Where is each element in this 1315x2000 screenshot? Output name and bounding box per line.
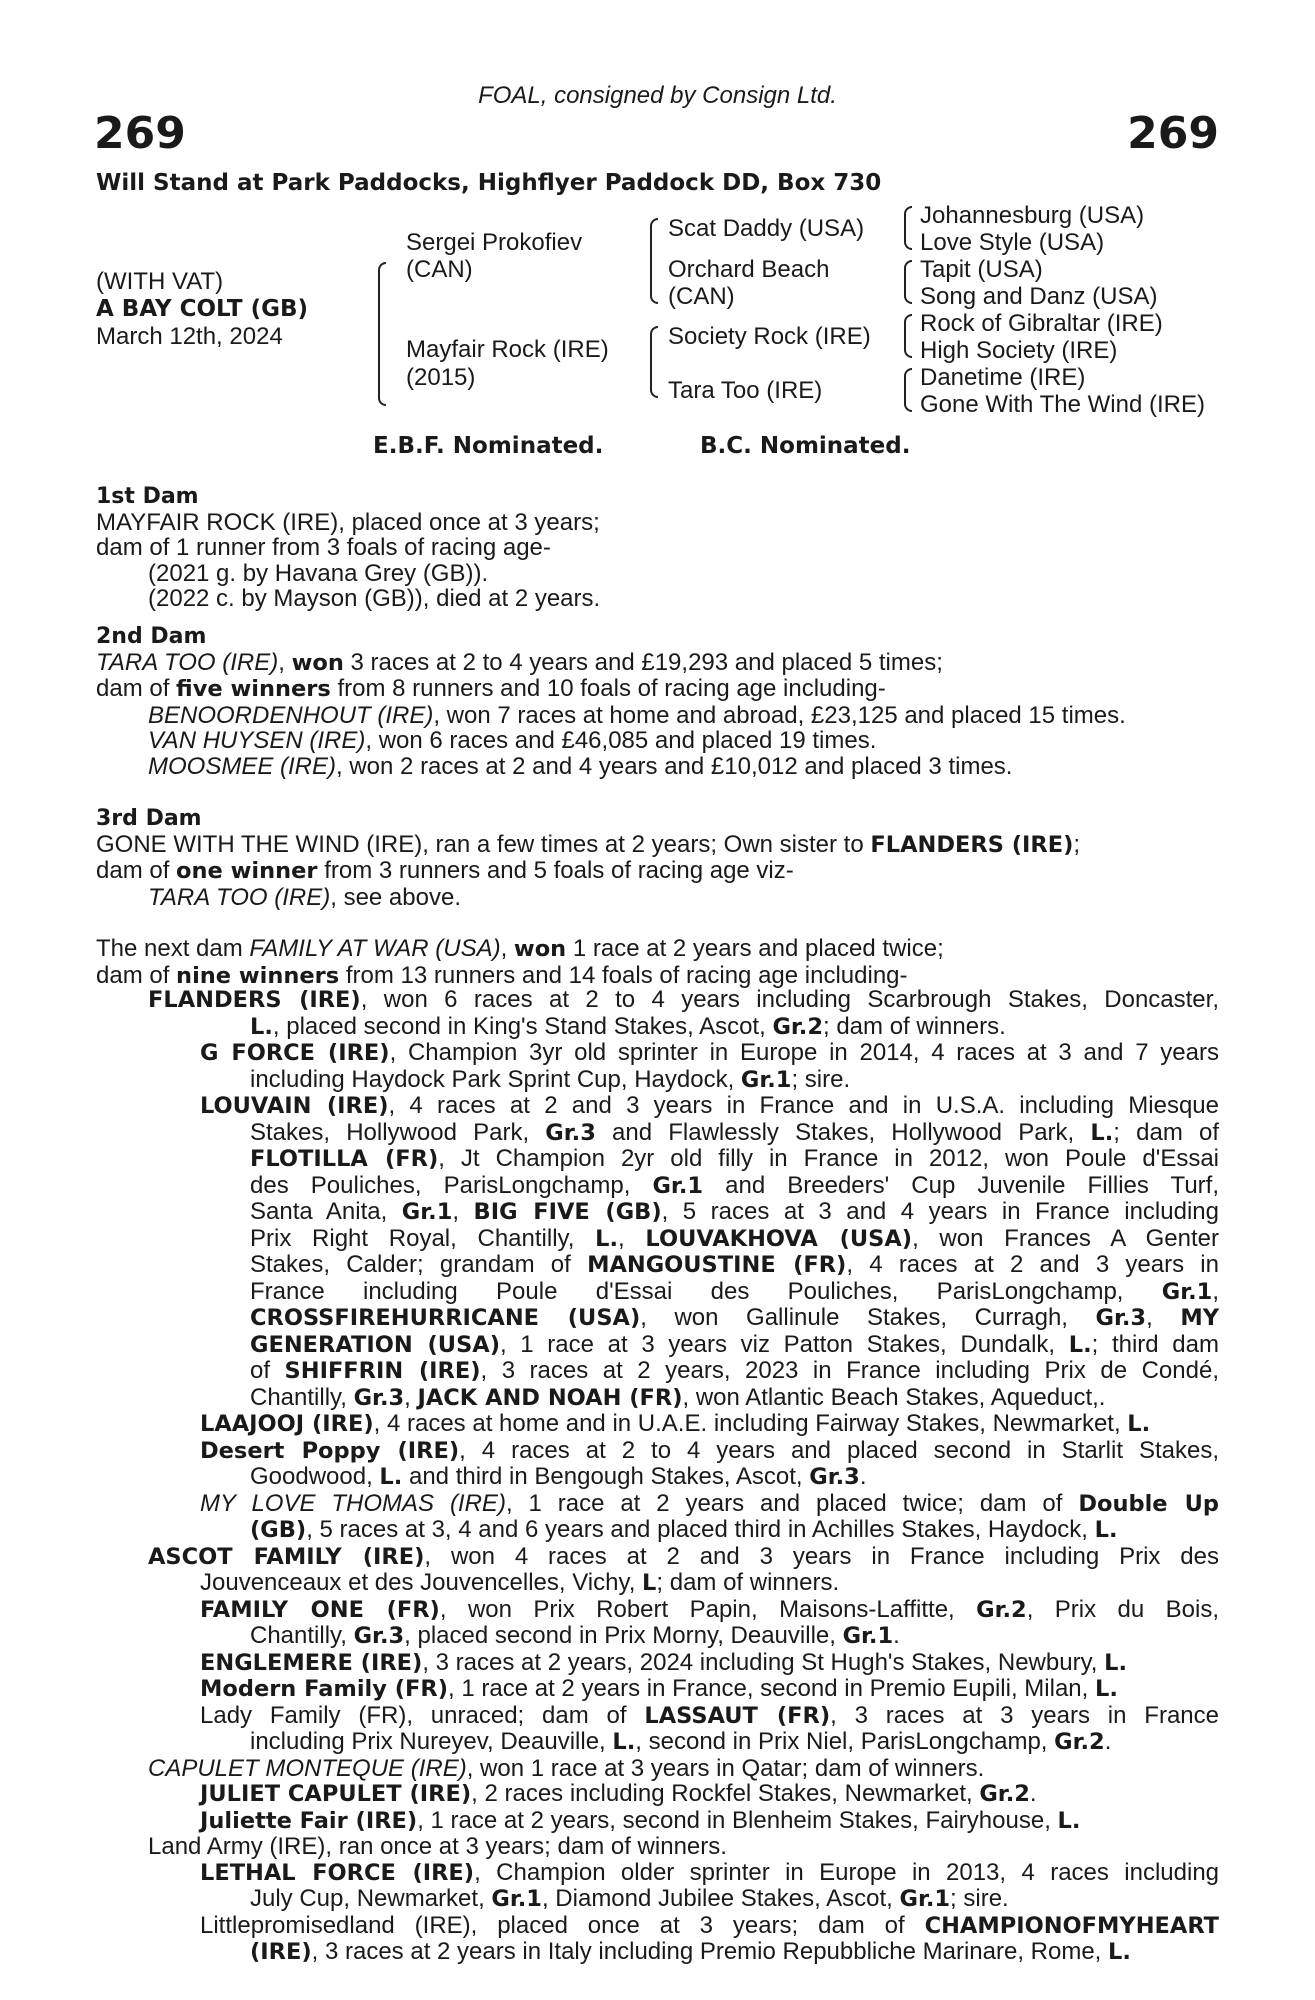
dam-parents-brace — [650, 326, 658, 398]
family-line: LETHAL FORCE (IRE), Champion older sprinter in Europe in 2013, 4 races including — [200, 1858, 1220, 1886]
family-line: ASCOT FAMILY (IRE), won 4 races at 2 and 3 years in France including Prix des — [148, 1542, 1219, 1570]
produce-name: TARA TOO (IRE) — [148, 883, 331, 911]
stand-location: Will Stand at Park Paddocks, Highflyer Paddock DD, Box 730 — [96, 170, 882, 196]
dam-line: MAYFAIR ROCK (IRE), placed once at 3 years; — [96, 508, 600, 536]
record-text: GONE WITH THE WIND (IRE), ran a few times at 2 years; Own sister to — [96, 830, 864, 858]
family-line: Desert Poppy (IRE), 4 races at 2 to 4 years and placed second in Starlit Stakes, — [200, 1436, 1219, 1464]
dam-sire: Society Rock (IRE) — [668, 323, 871, 350]
sire-country: (CAN) — [406, 256, 473, 283]
family-produce-list — [96, 987, 1219, 1966]
ggp-4: Song and Danz (USA) — [920, 283, 1158, 310]
winner-count: five winners — [176, 676, 331, 702]
dam-year: (2015) — [406, 364, 476, 391]
first-dam-section — [96, 484, 1219, 612]
emphasis: LOUVAKHOVA (USA) — [645, 1225, 913, 1252]
produce-name: VAN HUYSEN (IRE) — [148, 727, 366, 754]
emphasis: L. — [1127, 1411, 1151, 1437]
emphasis: G FORCE (IRE) — [200, 1040, 390, 1066]
ebf-nomination: E.B.F. Nominated. — [373, 433, 604, 459]
emphasis: L. — [379, 1464, 403, 1490]
record-text: , see above. — [330, 883, 461, 911]
produce-line: (2021 g. by Havana Grey (GB)). — [148, 559, 489, 587]
emphasis: L. — [1104, 1649, 1128, 1676]
emphasis: Gr.3 — [353, 1384, 405, 1411]
family-line: Juliette Fair (IRE), 1 race at 2 years, second in Blenheim Stakes, Fairyhouse, L. — [200, 1806, 1081, 1834]
emphasis: JULIET CAPULET (IRE) — [200, 1781, 472, 1807]
family-line: Chantilly, Gr.3, placed second in Prix Morny, Deauville, Gr.1. — [250, 1622, 900, 1649]
emphasis: LETHAL FORCE (IRE) — [200, 1859, 475, 1886]
ggp-6: High Society (IRE) — [920, 337, 1118, 364]
bc-nomination: B.C. Nominated. — [700, 433, 911, 459]
dam-name: FAMILY AT WAR (USA) — [249, 935, 501, 962]
dam-dam: Tara Too (IRE) — [668, 377, 823, 404]
emphasis: Modern Family (FR) — [200, 1676, 449, 1702]
family-line: LAAJOOJ (IRE), 4 races at home and in U.A.E. including Fairway Stakes, Newmarket, L. — [200, 1410, 1151, 1437]
winner-count: nine winners — [176, 962, 340, 989]
record-text: 1 race at 2 years and placed twice; — [572, 935, 944, 962]
record-text: , won 7 races at home and abroad, £23,125 and placed 15 times. — [433, 701, 1126, 729]
emphasis: L. — [1068, 1331, 1092, 1358]
emphasis: Gr.1 — [842, 1623, 894, 1649]
won-label: won — [291, 649, 344, 676]
emphasis: CHAMPIONOFMYHEART — [924, 1912, 1219, 1939]
emphasis: (GB) — [250, 1517, 307, 1543]
record-text: dam of — [96, 857, 170, 884]
dam-line — [96, 676, 1219, 703]
relative-name: FLANDERS (IRE) — [870, 831, 1074, 858]
sire-dam-line1: Orchard Beach — [668, 256, 830, 283]
record-text: from 13 runners and 14 foals of racing age including- — [345, 961, 908, 989]
produce-name: BENOORDENHOUT (IRE) — [148, 701, 434, 729]
family-line: MY LOVE THOMAS (IRE), 1 race at 2 years and placed twice; dam of Double Up — [200, 1489, 1219, 1517]
record-text: , won 6 races and £46,085 and placed 19 times. — [365, 727, 877, 754]
record-text: from 8 runners and 10 foals of racing age including- — [337, 675, 886, 702]
italic-name: MY LOVE THOMAS (IRE) — [200, 1489, 506, 1517]
vat-note: (WITH VAT) — [96, 268, 224, 295]
emphasis: SHIFFRIN (IRE) — [284, 1358, 481, 1384]
emphasis: FLANDERS (IRE) — [148, 987, 361, 1013]
lot-number-right: 269 — [1127, 108, 1219, 159]
consignment-line: FOAL, consigned by Consign Ltd. — [478, 82, 837, 109]
emphasis: Gr.1 — [401, 1199, 453, 1225]
emphasis: Gr.3 — [1095, 1305, 1147, 1331]
emphasis: Gr.2 — [772, 1013, 823, 1040]
dam-line: TARA TOO (IRE), won 3 races at 2 to 4 years and £19,293 and placed 5 times; — [96, 648, 943, 676]
family-line: CAPULET MONTEQUE (IRE), won 1 race at 3 years in Qatar; dam of winners. — [148, 1754, 985, 1782]
ggp-brace-2 — [904, 260, 912, 304]
third-dam-section — [96, 806, 1219, 910]
lot-number-left: 269 — [94, 108, 186, 159]
sire-parents-brace — [650, 218, 658, 304]
family-line: des Pouliches, ParisLongchamp, Gr.1 and Breeders' Cup Juvenile Fillies Turf, — [250, 1171, 1219, 1199]
emphasis: JACK AND NOAH (FR) — [417, 1384, 683, 1411]
produce-line — [96, 754, 1219, 780]
emphasis: LOUVAIN (IRE) — [200, 1093, 389, 1119]
emphasis: Gr.1 — [740, 1066, 792, 1093]
family-line: including Haydock Park Sprint Cup, Haydock, Gr.1; sire. — [250, 1065, 851, 1093]
section-heading: 1st Dam — [96, 484, 199, 509]
record-text: , won 2 races at 2 and 4 years and £10,012 and placed 3 times. — [336, 752, 1013, 780]
section-heading: 2nd Dam — [96, 624, 207, 649]
emphasis: GENERATION (USA) — [250, 1331, 500, 1358]
emphasis: L. — [1108, 1939, 1131, 1965]
emphasis: Gr.3 — [809, 1464, 860, 1490]
family-line: L., placed second in King's Stand Stakes, Ascot, Gr.2; dam of winners. — [250, 1012, 1006, 1040]
emphasis: ASCOT FAMILY (IRE) — [148, 1543, 425, 1570]
ggp-2: Love Style (USA) — [920, 229, 1105, 256]
family-line: Stakes, Hollywood Park, Gr.3 and Flawlessly Stakes, Hollywood Park, L.; dam of — [250, 1118, 1219, 1146]
winner-count: one winner — [176, 858, 318, 884]
family-line: ENGLEMERE (IRE), 3 races at 2 years, 2024 including St Hugh's Stakes, Newbury, L. — [200, 1648, 1128, 1676]
emphasis: Gr.3 — [353, 1623, 405, 1649]
won-label: won — [513, 936, 567, 962]
ggp-brace-4 — [904, 368, 912, 412]
sire-sire: Scat Daddy (USA) — [668, 215, 865, 242]
ggp-3: Tapit (USA) — [920, 256, 1043, 283]
record-text: dam of — [96, 675, 170, 702]
family-line: including Prix Nureyev, Deauville, L., second in Prix Niel, ParisLongchamp, Gr.2. — [250, 1728, 1112, 1755]
emphasis: L — [642, 1570, 657, 1596]
emphasis: L. — [1090, 1119, 1114, 1146]
dam-line — [96, 832, 1219, 859]
emphasis: Desert Poppy (IRE) — [200, 1437, 460, 1464]
emphasis: L. — [1057, 1807, 1081, 1834]
emphasis: MANGOUSTINE (FR) — [587, 1252, 847, 1278]
family-line: Modern Family (FR), 1 race at 2 years in France, second in Premio Eupili, Milan, L. — [200, 1675, 1118, 1702]
italic-name: CAPULET MONTEQUE (IRE) — [148, 1754, 467, 1782]
emphasis: Double Up — [1078, 1490, 1219, 1517]
dam-name: TARA TOO (IRE) — [96, 648, 279, 676]
emphasis: L. — [1095, 1676, 1118, 1702]
record-text: 3 races at 2 to 4 years and £19,293 and placed 5 times; — [350, 648, 943, 676]
family-line: GENERATION (USA), 1 race at 3 years viz Patton Stakes, Dundalk, L.; third dam — [250, 1330, 1219, 1358]
family-line: LOUVAIN (IRE), 4 races at 2 and 3 years in France and in U.S.A. including Miesque — [200, 1092, 1219, 1119]
family-line: (IRE), 3 races at 2 years in Italy including Premio Repubbliche Marinare, Rome, L. — [250, 1938, 1131, 1965]
emphasis: CROSSFIREHURRICANE (USA) — [250, 1305, 641, 1331]
emphasis: Gr.1 — [899, 1886, 951, 1912]
emphasis: Gr.3 — [545, 1119, 596, 1146]
produce-line: (2022 c. by Mayson (GB)), died at 2 years. — [148, 585, 601, 612]
emphasis: Gr.1 — [652, 1172, 704, 1199]
ggp-brace-1 — [904, 206, 912, 250]
family-line: Lady Family (FR), unraced; dam of LASSAUT (FR), 3 races at 3 years in France — [200, 1701, 1219, 1729]
emphasis: ENGLEMERE (IRE) — [200, 1649, 423, 1676]
emphasis: L. — [595, 1225, 619, 1252]
family-line: (GB), 5 races at 3, 4 and 6 years and placed third in Achilles Stakes, Haydock, L. — [250, 1516, 1118, 1543]
family-line: Santa Anita, Gr.1, BIG FIVE (GB), 5 races at 3 and 4 years in France including — [250, 1198, 1219, 1225]
ggp-7: Danetime (IRE) — [920, 364, 1086, 391]
produce-name: MOOSMEE (IRE) — [148, 752, 337, 780]
family-line: G FORCE (IRE), Champion 3yr old sprinter in Europe in 2014, 4 races at 3 and 7 years — [200, 1039, 1219, 1066]
record-text: dam of — [96, 961, 170, 989]
sire-dam-line2: (CAN) — [668, 283, 735, 310]
emphasis: L. — [1094, 1517, 1118, 1543]
family-line: CROSSFIREHURRICANE (USA), won Gallinule Stakes, Curragh, Gr.3, MY — [250, 1304, 1219, 1331]
next-dam-section — [96, 936, 1219, 989]
dam-line: dam of 1 runner from 3 foals of racing age- — [96, 534, 551, 561]
family-line: Goodwood, L. and third in Bengough Stakes, Ascot, Gr.3. — [250, 1463, 867, 1490]
family-line: JULIET CAPULET (IRE), 2 races including Rockfel Stakes, Newmarket, Gr.2. — [200, 1780, 1037, 1807]
emphasis: MY — [1180, 1305, 1219, 1331]
record-text: The next dam — [96, 935, 243, 962]
emphasis: L. — [612, 1729, 636, 1755]
family-line: Jouvenceaux et des Jouvencelles, Vichy, L; dam of winners. — [200, 1569, 840, 1596]
emphasis: FAMILY ONE (FR) — [200, 1596, 440, 1623]
dam-line: The next dam FAMILY AT WAR (USA), won 1 race at 2 years and placed twice; — [96, 935, 944, 962]
record-text: from 3 runners and 5 foals of racing age viz- — [324, 857, 794, 884]
record-text: ; — [1073, 830, 1081, 858]
family-line: Chantilly, Gr.3, JACK AND NOAH (FR), won Atlantic Beach Stakes, Aqueduct,. — [250, 1383, 1106, 1411]
produce-line — [96, 885, 1219, 911]
family-line: FAMILY ONE (FR), won Prix Robert Papin, Maisons-Laffitte, Gr.2, Prix du Bois, — [200, 1595, 1219, 1623]
emphasis: Gr.2 — [979, 1781, 1030, 1807]
family-line: Stakes, Calder; grandam of MANGOUSTINE (FR), 4 races at 2 and 3 years in — [250, 1251, 1219, 1278]
emphasis: LAAJOOJ (IRE) — [200, 1411, 374, 1437]
family-line: Prix Right Royal, Chantilly, L., LOUVAKHOVA (USA), won Frances A Genter — [250, 1224, 1220, 1252]
emphasis: Gr.1 — [1161, 1278, 1213, 1305]
family-line: FLANDERS (IRE), won 6 races at 2 to 4 years including Scarbrough Stakes, Doncaster, — [148, 986, 1219, 1013]
family-line: FLOTILLA (FR), Jt Champion 2yr old filly in France in 2012, won Poule d'Essai — [250, 1145, 1220, 1172]
ggp-5: Rock of Gibraltar (IRE) — [920, 310, 1163, 337]
foaling-date: March 12th, 2024 — [96, 323, 283, 350]
section-heading: 3rd Dam — [96, 806, 202, 831]
ggp-1: Johannesburg (USA) — [920, 202, 1145, 229]
emphasis: Gr.2 — [976, 1596, 1027, 1623]
emphasis: BIG FIVE (GB) — [473, 1199, 662, 1225]
produce-line — [96, 728, 1219, 754]
second-dam-section — [96, 624, 1219, 779]
emphasis: Gr.2 — [1054, 1729, 1105, 1755]
produce-line — [96, 703, 1219, 729]
emphasis: Juliette Fair (IRE) — [200, 1807, 418, 1834]
emphasis: L. — [250, 1013, 273, 1040]
ggp-brace-3 — [904, 314, 912, 358]
emphasis: FLOTILLA (FR) — [250, 1146, 439, 1172]
sire-name: Sergei Prokofiev — [406, 229, 583, 256]
family-line: of SHIFFRIN (IRE), 3 races at 2 years, 2023 in France including Prix de Condé, — [250, 1357, 1219, 1384]
dam-name: Mayfair Rock (IRE) — [406, 336, 609, 363]
emphasis: LASSAUT (FR) — [644, 1702, 831, 1729]
emphasis: Gr.1 — [491, 1886, 542, 1912]
sire-dam-brace — [378, 262, 386, 406]
horse-name: A BAY COLT (GB) — [96, 296, 309, 322]
family-line: France including Poule d'Essai des Pouliches, ParisLongchamp, Gr.1, — [250, 1277, 1219, 1305]
emphasis: (IRE) — [250, 1939, 312, 1965]
family-line: Littlepromisedland (IRE), placed once at 3 years; dam of CHAMPIONOFMYHEART — [200, 1911, 1219, 1939]
family-line: Land Army (IRE), ran once at 3 years; dam of winners. — [148, 1833, 727, 1860]
ggp-8: Gone With The Wind (IRE) — [920, 391, 1205, 418]
family-line: July Cup, Newmarket, Gr.1, Diamond Jubilee Stakes, Ascot, Gr.1; sire. — [250, 1885, 1009, 1912]
dam-line — [96, 858, 1219, 885]
